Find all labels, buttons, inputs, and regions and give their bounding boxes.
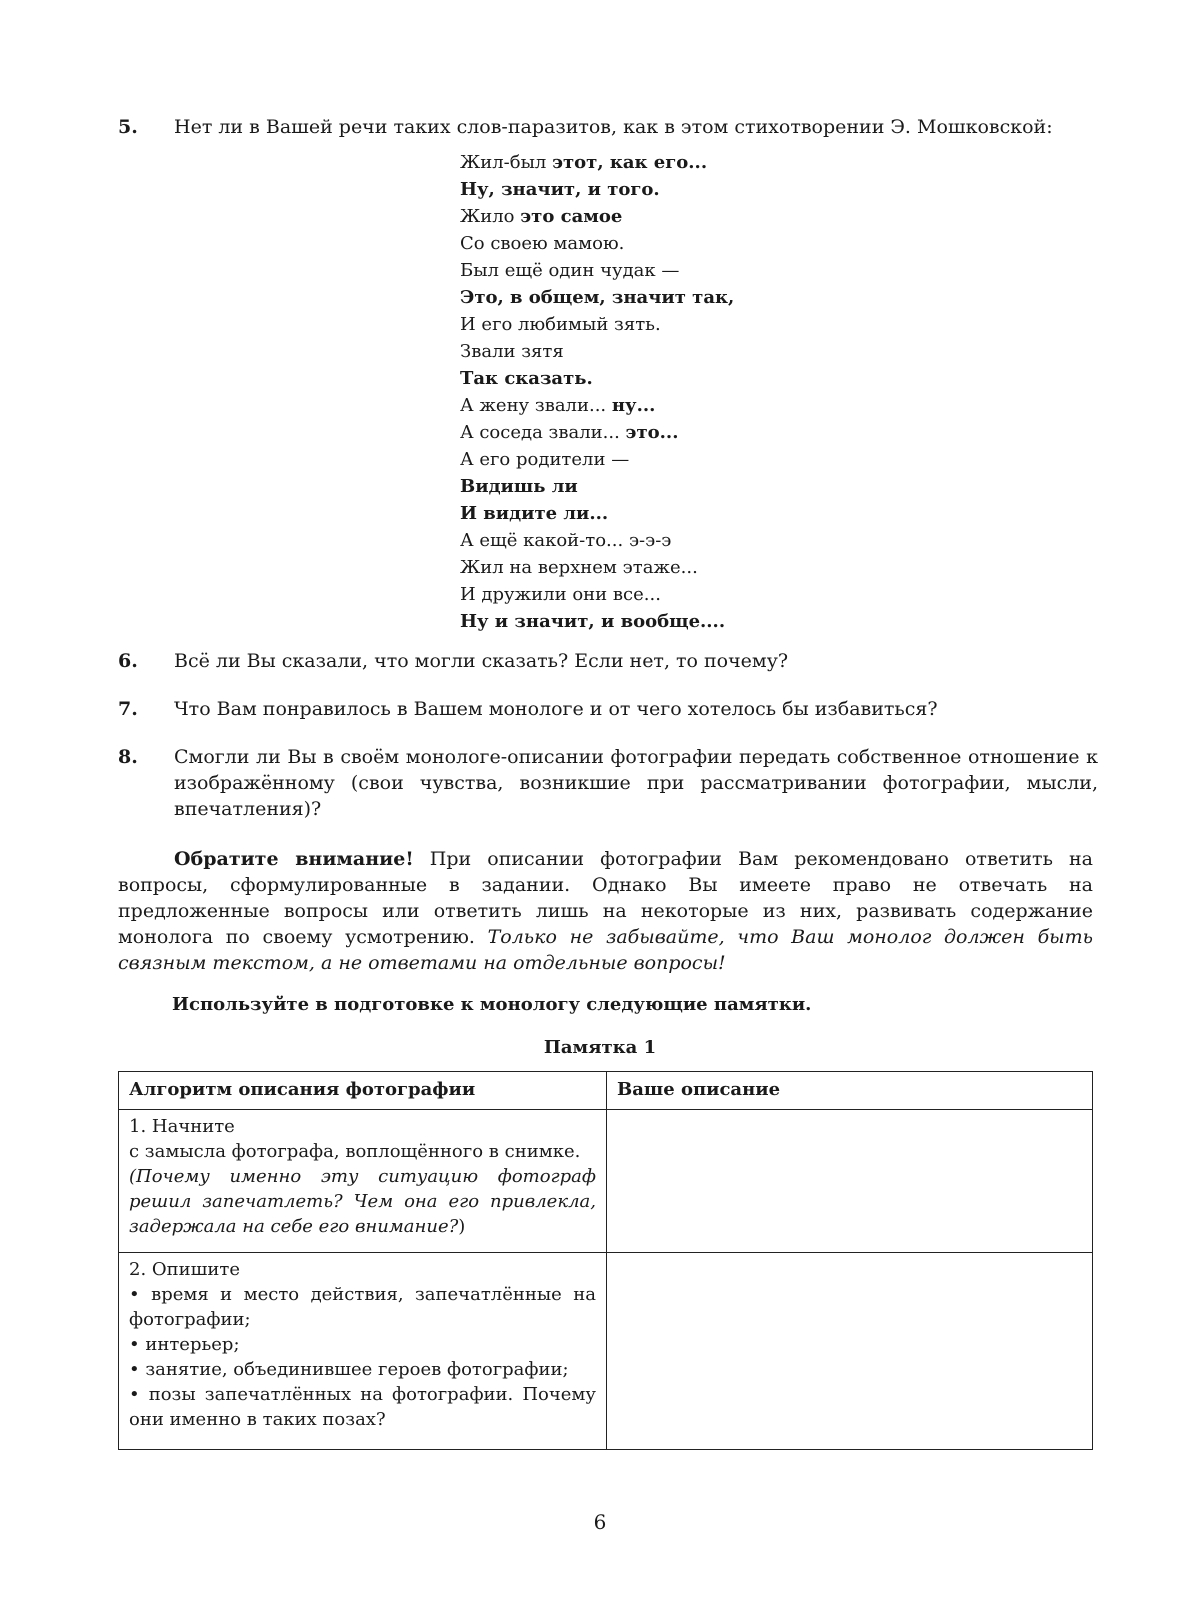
poem-line: Ну, значит, и того. <box>460 179 660 200</box>
notice-paragraph <box>118 846 1093 976</box>
notice-label: Обратите внимание! <box>174 848 414 870</box>
algorithm-step-1: 1. Начните с замысла фотографа, воплощённого в снимке. (Почему именно эту ситуацию фотограф решил запечатлеть? Чем она его привлекла, задержала на себе его внимание?) <box>119 1110 607 1253</box>
step-lead: 2. Опишите <box>129 1259 240 1280</box>
question-text: Смогли ли Вы в своём монологе-описании фотографии передать собственное отношение к изображённому (свои чувства, возникшие при рассматривании фотографии, мысли, впечатления)? <box>174 746 1098 820</box>
question-6 <box>118 648 1098 674</box>
poem-line: Со своею мамою. <box>460 233 625 254</box>
step-text: с замысла фотографа, воплощённого в снимке. <box>129 1141 581 1162</box>
algorithm-step-2 <box>119 1253 607 1450</box>
poem-line: Жил-был этот, как его... <box>460 152 708 173</box>
question-text: Всё ли Вы сказали, что могли сказать? Если нет, то почему? <box>174 650 789 672</box>
question-text: Нет ли в Вашей речи таких слов-паразитов, как в этом стихотворении Э. Мошковской: <box>174 116 1053 138</box>
table-row <box>119 1253 1093 1450</box>
question-text: Что Вам понравилось в Вашем монологе и от чего хотелось бы избавиться? <box>174 698 938 720</box>
memo-table <box>118 1071 1093 1450</box>
poem-line: А жену звали... ну... <box>460 395 656 416</box>
question-number: 7. <box>118 698 138 720</box>
poem-line: Видишь ли <box>460 476 578 497</box>
description-cell-1[interactable] <box>607 1110 1093 1253</box>
table-header-row <box>119 1072 1093 1110</box>
question-number: 5. <box>118 116 138 138</box>
description-cell-2[interactable] <box>607 1253 1093 1450</box>
question-5 <box>118 114 1098 140</box>
poem-line: А ещё какой-то... э-э-э <box>460 530 672 551</box>
instruction-heading: Используйте в подготовке к монологу следующие памятки. <box>172 994 812 1015</box>
page-number: 6 <box>593 1510 607 1534</box>
poem <box>460 149 734 635</box>
list-item: • время и место действия, запечатлённые на фотографии; <box>129 1284 596 1330</box>
poem-line: А соседа звали... это... <box>460 422 679 443</box>
poem-line: И его любимый зять. <box>460 314 661 335</box>
table-row <box>119 1110 1093 1253</box>
list-item: • позы запечатлённых на фотографии. Почему они именно в таких позах? <box>129 1384 597 1430</box>
list-item: • интерьер; <box>129 1334 240 1355</box>
poem-line: Ну и значит, и вообще.... <box>460 611 726 632</box>
poem-line: А его родители — <box>460 449 630 470</box>
column-header-description: Ваше описание <box>607 1072 1093 1110</box>
column-header-algorithm: Алгоритм описания фотографии <box>119 1072 607 1110</box>
question-number: 8. <box>118 746 138 768</box>
step-hint: (Почему именно эту ситуацию фотограф решил запечатлеть? Чем она его привлекла, задержала на себе его внимание? <box>129 1166 596 1237</box>
poem-line: И видите ли... <box>460 503 609 524</box>
poem-line: Звали зятя <box>460 341 564 362</box>
notice-italic: Только не забывайте, что Ваш монолог должен быть связным текстом, а не ответами на отдельные вопросы! <box>118 926 1094 974</box>
list-item: • занятие, объединившее героев фотографии; <box>129 1359 569 1380</box>
step-lead: 1. Начните <box>129 1116 235 1137</box>
poem-line: Это, в общем, значит так, <box>460 287 735 308</box>
poem-line: И дружили они все... <box>460 584 661 605</box>
notice-text: При описании фотографии Вам рекомендовано ответить на вопросы, сформулированные в задании. Однако Вы имеете право не отвечать на предложенные вопросы или ответить лишь на некоторые из них, развивать содержание монолога по своему усмотрению. <box>118 848 1093 948</box>
poem-line: Был ещё один чудак — <box>460 260 680 281</box>
poem-line: Жило это самое <box>460 206 623 227</box>
poem-line: Жил на верхнем этаже... <box>460 557 698 578</box>
poem-line: Так сказать. <box>460 368 593 389</box>
question-7 <box>118 696 1098 722</box>
memo-title: Памятка 1 <box>543 1037 657 1058</box>
question-8 <box>118 744 1098 822</box>
question-number: 6. <box>118 650 138 672</box>
